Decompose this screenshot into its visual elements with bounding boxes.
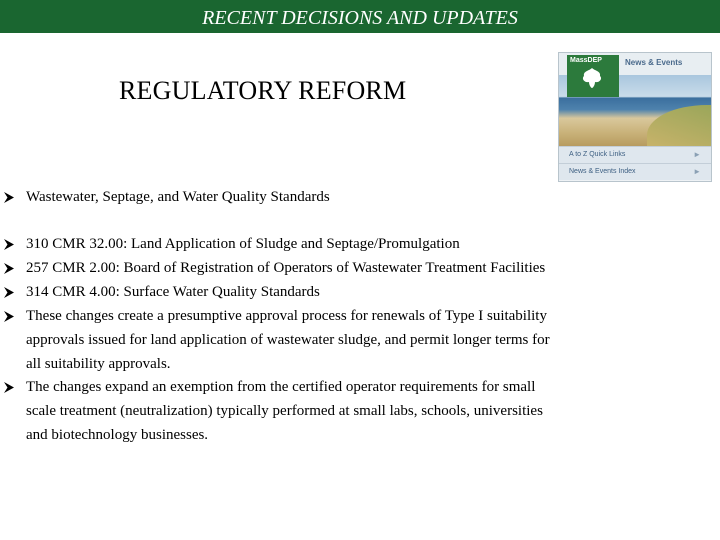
item-line: The changes expand an exemption from the certified operator requirements for small: [26, 379, 536, 395]
thumbnail-nav-title: News & Events: [625, 58, 683, 67]
item-text: 310 CMR 32.00: Land Application of Sludge and Septage/Promulgation: [26, 236, 460, 252]
item-line: These changes create a presumptive approval process for renewals of Type I suitability: [26, 308, 547, 324]
massdep-website-thumbnail: [558, 52, 712, 182]
list-item: [26, 256, 706, 280]
list-item: [26, 375, 706, 447]
list-item: [26, 185, 706, 209]
item-line: and biotechnology businesses.: [26, 427, 209, 443]
thumbnail-link-a-to-z: [559, 146, 711, 163]
item-line: all suitability approvals.: [26, 356, 171, 372]
massdep-logo: [567, 55, 619, 97]
item-text: 314 CMR 4.00: Surface Water Quality Standards: [26, 284, 320, 300]
dune-grass: [647, 105, 711, 147]
item-text: Wastewater, Septage, and Water Quality Standards: [26, 189, 330, 205]
arrow-right-icon: ►: [693, 150, 701, 159]
thumbnail-link-news-index: [559, 163, 711, 180]
arrow-right-icon: ►: [693, 167, 701, 176]
item-line: scale treatment (neutralization) typically performed at small labs, schools, universities: [26, 403, 543, 419]
oak-leaf-icon: [581, 67, 603, 89]
title-banner: [0, 0, 720, 33]
link-label: News & Events Index: [569, 168, 636, 175]
logo-text: MassDEP: [570, 57, 602, 64]
item-line: approvals issued for land application of wastewater sludge, and permit longer terms for: [26, 332, 550, 348]
list-item: [26, 280, 706, 304]
page-title: REGULATORY REFORM: [119, 76, 407, 105]
banner-title: RECENT DECISIONS AND UPDATES: [202, 7, 518, 29]
item-text: 257 CMR 2.00: Board of Registration of Operators of Wastewater Treatment Facilities: [26, 260, 546, 276]
list-item: [26, 232, 706, 256]
link-label: A to Z Quick Links: [569, 151, 626, 158]
list-item: [26, 304, 706, 376]
